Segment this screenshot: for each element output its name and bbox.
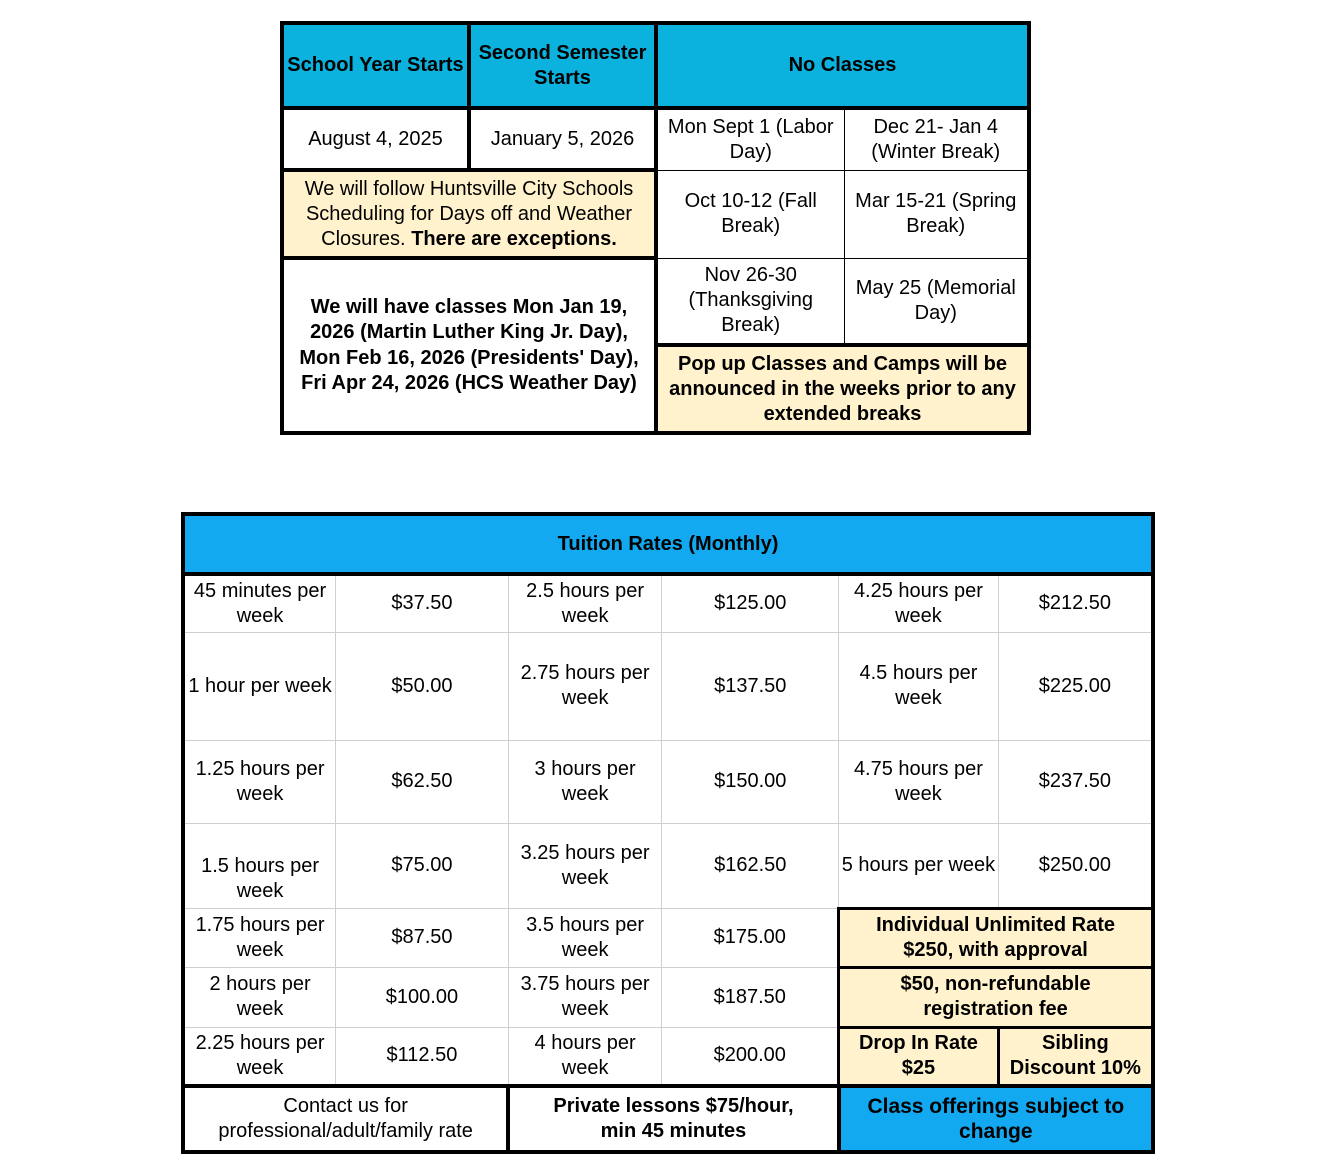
duration-cell: 3 hours per week [508,740,662,823]
price-cell: $187.50 [662,967,839,1027]
price-cell: $100.00 [336,967,509,1027]
no-class-winter-break: Dec 21- Jan 4 (Winter Break) [844,108,1029,170]
second-semester-start-date: January 5, 2026 [469,108,656,170]
table-row [183,823,1153,908]
no-class-memorial-day: May 25 (Memorial Day) [844,258,1029,345]
price-cell: $212.50 [998,574,1153,632]
no-class-fall-break: Oct 10-12 (Fall Break) [656,170,844,258]
price-cell: $137.50 [662,632,839,740]
contact-rate-note: Contact us for professional/adult/family rate [183,1086,508,1152]
duration-cell: 3.25 hours per week [508,823,662,908]
price-cell: $125.00 [662,574,839,632]
classes-held-note: We will have classes Mon Jan 19, 2026 (Martin Luther King Jr. Day), Mon Feb 16, 2026 (Presidents' Day), Fri Apr 24, 2026 (HCS Weather Day) [282,258,656,433]
drop-in-rate-note: Drop In Rate $25 [839,1027,999,1086]
tuition-table [181,512,1155,1154]
header-no-classes: No Classes [656,23,1029,108]
header-school-year-starts: School Year Starts [282,23,469,108]
price-cell: $112.50 [336,1027,509,1086]
price-cell: $50.00 [336,632,509,740]
no-class-labor-day: Mon Sept 1 (Labor Day) [656,108,844,170]
hcs-note-text: We will follow Huntsville City Schools Scheduling for Days off and Weather Closures. [304,177,634,250]
duration-cell: 1.75 hours per week [183,908,336,967]
price-cell: $237.50 [998,740,1153,823]
table-row [183,632,1153,740]
hcs-note-exceptions: There are exceptions. [411,227,617,250]
price-cell: $87.50 [336,908,509,967]
duration-cell: 5 hours per week [839,823,999,908]
header-second-semester-starts: Second Semester Starts [469,23,656,108]
popup-classes-note: Pop up Classes and Camps will be announced in the weeks prior to any extended breaks [656,345,1029,433]
duration-cell: 1 hour per week [183,632,336,740]
price-cell: $225.00 [998,632,1153,740]
price-cell: $150.00 [662,740,839,823]
duration-cell: 1.25 hours per week [183,740,336,823]
table-row [183,740,1153,823]
calendar-table [280,21,1031,435]
private-lessons-note: Private lessons $75/hour, min 45 minutes [508,1086,838,1152]
duration-cell: 4.75 hours per week [839,740,999,823]
duration-cell: 2.5 hours per week [508,574,662,632]
price-cell: $75.00 [336,823,509,908]
duration-cell: 3.5 hours per week [508,908,662,967]
table-row [183,574,1153,632]
duration-cell: 45 minutes per week [183,574,336,632]
price-cell: $175.00 [662,908,839,967]
duration-cell: 2.75 hours per week [508,632,662,740]
table-row [183,1027,1153,1086]
price-cell: $250.00 [998,823,1153,908]
duration-cell: 4.5 hours per week [839,632,999,740]
sibling-discount-note: Sibling Discount 10% [998,1027,1153,1086]
subject-to-change-note: Class offerings subject to change [839,1086,1153,1152]
duration-cell: 4 hours per week [508,1027,662,1086]
price-cell: $37.50 [336,574,509,632]
price-cell: $62.50 [336,740,509,823]
no-class-thanksgiving: Nov 26-30 (Thanksgiving Break) [656,258,844,345]
duration-cell: 1.5 hours per week [183,823,336,908]
price-cell: $162.50 [662,823,839,908]
duration-cell: 2.25 hours per week [183,1027,336,1086]
registration-fee-note: $50, non-refundable registration fee [839,967,1153,1027]
price-cell: $200.00 [662,1027,839,1086]
school-year-start-date: August 4, 2025 [282,108,469,170]
table-row [183,908,1153,967]
duration-cell: 4.25 hours per week [839,574,999,632]
duration-cell: 3.75 hours per week [508,967,662,1027]
no-class-spring-break: Mar 15-21 (Spring Break) [844,170,1029,258]
tuition-title: Tuition Rates (Monthly) [183,514,1153,574]
duration-cell: 2 hours per week [183,967,336,1027]
hcs-schedule-note [282,170,656,258]
table-row [183,967,1153,1027]
unlimited-rate-note: Individual Unlimited Rate $250, with approval [839,908,1153,967]
